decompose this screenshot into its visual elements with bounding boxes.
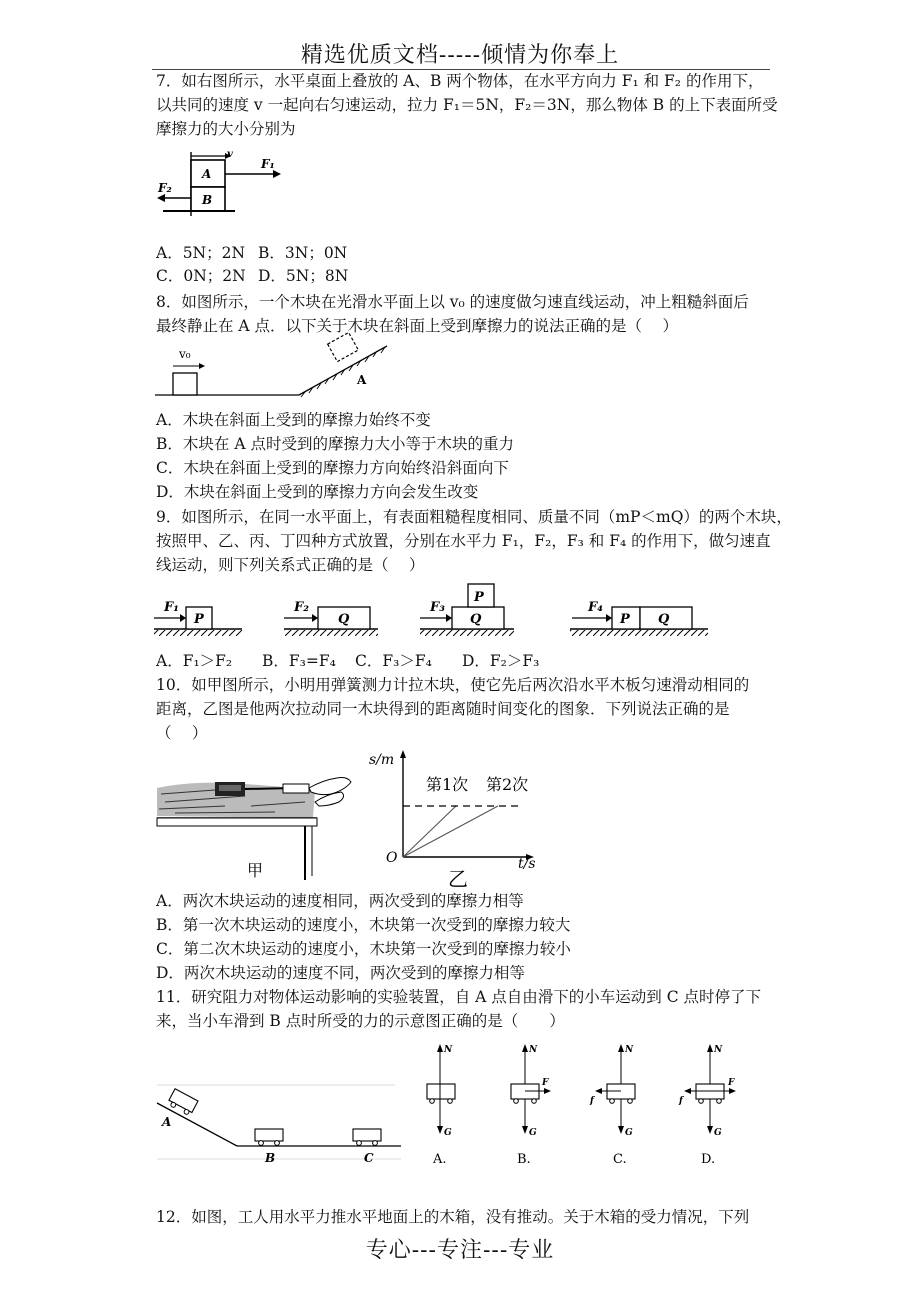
q9-line-1: 9．如图所示，在同一水平面上，有表面粗糙程度相同、质量不同（mP＜mQ）的两个木块，: [156, 508, 792, 526]
q11-choice-c: C.: [613, 1152, 627, 1167]
q8-option-c: C．木块在斜面上受到的摩擦力方向始终沿斜面向下: [156, 459, 509, 477]
q11-line-2: 来，当小车滑到 B 点时所受的力的示意图正确的是（ ）: [156, 1012, 565, 1030]
q9-figure: [152, 580, 712, 642]
q8-line-1: 8．如图所示，一个木块在光滑水平面上以 v₀ 的速度做匀速直线运动，冲上粗糙斜面后: [156, 293, 749, 311]
q10-option-b: B．第一次木块运动的速度小，木块第一次受到的摩擦力较大: [156, 916, 571, 934]
q9-label-q4: Q: [658, 612, 670, 627]
q12-line-1: 12．如图，工人用水平力推水平地面上的木箱，没有推动。关于木箱的受力情况，下列: [156, 1208, 750, 1226]
q7-option-a: A．5N；2N: [156, 244, 246, 262]
page-header: 精选优质文档-----倾情为你奉上: [300, 43, 620, 68]
q9-option-d: D．F₂＞F₃: [462, 652, 540, 670]
q9-label-q2: Q: [338, 612, 350, 627]
q10-ylabel: s/m: [369, 752, 395, 768]
q11-choice-a-diagram: [427, 1044, 455, 1167]
q10-line-3: （ ）: [156, 724, 208, 742]
q7-label-a: A: [202, 167, 212, 181]
q11-b-g: G: [529, 1128, 537, 1138]
q11-d-f-left: f: [679, 1096, 683, 1106]
q9-label-q3: Q: [470, 612, 482, 627]
q10-label-jia: 甲: [247, 861, 264, 880]
q9-label-f1: F₁: [164, 600, 179, 615]
q11-choice-b-diagram: [511, 1044, 551, 1167]
q11-d-g: G: [714, 1128, 722, 1138]
q11-choice-d: D.: [701, 1152, 716, 1167]
q9-label-f3: F₃: [430, 600, 445, 615]
q11-choice-d-diagram: [678, 1044, 736, 1167]
q11-choice-c-diagram: [589, 1044, 635, 1167]
q10-option-d: D．两次木块运动的速度不同，两次受到的摩擦力相等: [156, 964, 525, 982]
q9-option-b: B．F₃=F₄: [262, 652, 336, 670]
q9-label-f2: F₂: [294, 600, 309, 615]
q7-label-f1: F₁: [261, 157, 275, 171]
q7-option-c: C．0N；2N: [156, 267, 246, 285]
q10-label-yi: 乙: [448, 867, 468, 891]
q10-xlabel: t/s: [518, 856, 536, 872]
page-footer: 专心---专注---专业: [365, 1238, 555, 1263]
q9-label-p4: P: [620, 612, 630, 627]
q11-c-f: f: [590, 1096, 594, 1106]
q8-option-b: B．木块在 A 点时受到的摩擦力大小等于木块的重力: [156, 435, 514, 453]
q9-label-p3: P: [474, 590, 484, 605]
q10-series-2: 第2次: [486, 775, 529, 794]
q11-d-f-right: F: [728, 1078, 735, 1088]
q9-option-c: C．F₃＞F₄: [355, 652, 432, 670]
q11-label-b: B: [265, 1151, 276, 1165]
q7-line-3: 摩擦力的大小分别为: [156, 120, 296, 138]
q8-figure: [155, 336, 395, 398]
q11-label-c: C: [364, 1151, 374, 1165]
q11-a-n: N: [444, 1045, 453, 1055]
q7-line-2: 以共同的速度 v 一起向右匀速运动，拉力 F₁＝5N，F₂＝3N，那么物体 B 的上下表面所受: [156, 96, 778, 114]
q9-line-2: 按照甲、乙、丙、丁四种方式放置，分别在水平力 F₁，F₂，F₃ 和 F₄ 的作用下，做匀速直: [156, 532, 771, 550]
q11-figure-track: [155, 1075, 407, 1165]
q11-choice-b: B.: [517, 1152, 531, 1167]
q11-c-g: G: [625, 1128, 633, 1138]
q7-option-d: D．5N；8N: [258, 267, 349, 285]
q11-b-f: F: [542, 1078, 549, 1088]
q10-option-c: C．第二次木块运动的速度小，木块第一次受到的摩擦力较小: [156, 940, 571, 958]
q11-label-a: A: [162, 1115, 172, 1129]
q9-label-p1: P: [194, 612, 204, 627]
q10-figure-jia: [155, 776, 355, 886]
q9-option-a: A．F₁＞F₂: [156, 652, 233, 670]
q10-origin: O: [386, 850, 398, 866]
q8-label-a: A: [357, 373, 367, 387]
q7-figure: [155, 148, 285, 224]
q11-a-g: G: [444, 1128, 452, 1138]
q10-figure-yi: [368, 750, 543, 890]
q10-line-2: 距离，乙图是他两次拉动同一木块得到的距离随时间变化的图象．下列说法正确的是: [156, 700, 730, 718]
q8-option-d: D．木块在斜面上受到的摩擦力方向会发生改变: [156, 483, 479, 501]
q7-line-1: 7．如右图所示，水平桌面上叠放的 A、B 两个物体，在水平方向力 F₁ 和 F₂ 的作用下，: [156, 72, 764, 90]
q11-c-n: N: [625, 1045, 634, 1055]
q7-option-b: B．3N；0N: [258, 244, 348, 262]
q10-option-a: A．两次木块运动的速度相同，两次受到的摩擦力相等: [156, 892, 524, 910]
q11-line-1: 11．研究阻力对物体运动影响的实验装置，自 A 点自由滑下的小车运动到 C 点时停了下: [156, 988, 761, 1006]
q8-label-v0: v₀: [179, 347, 191, 361]
q7-label-b: B: [202, 193, 213, 207]
q11-choices-figure: [410, 1040, 750, 1175]
q8-line-2: 最终静止在 A 点．以下关于木块在斜面上受到摩擦力的说法正确的是（ ）: [156, 317, 678, 335]
q11-b-n: N: [529, 1045, 538, 1055]
q7-label-v: v: [227, 149, 233, 160]
q10-line-1: 10．如甲图所示，小明用弹簧测力计拉木块，使它先后两次沿水平木板匀速滑动相同的: [156, 676, 750, 694]
q7-label-f2: F₂: [158, 181, 172, 195]
q8-option-a: A．木块在斜面上受到的摩擦力始终不变: [156, 411, 431, 429]
q11-d-n: N: [714, 1045, 723, 1055]
q10-series-1: 第1次: [426, 775, 469, 794]
q9-line-3: 线运动，则下列关系式正确的是（ ）: [156, 556, 425, 574]
q11-choice-a: A.: [433, 1152, 447, 1167]
q9-label-f4: F₄: [588, 600, 603, 615]
